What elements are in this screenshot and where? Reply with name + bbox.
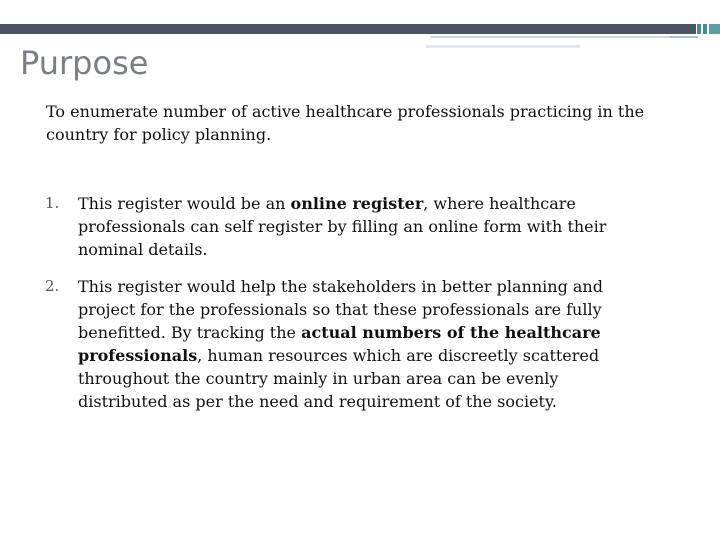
header-bar <box>0 24 696 34</box>
points-list <box>0 192 720 427</box>
list-item-number: 2. <box>45 277 60 295</box>
list-item-text: This register would help the stakeholders in better planning and project for the professionals so that these professionals are fully benefitted. By tracking the <box>78 277 603 342</box>
header-accent-line <box>670 36 698 38</box>
header-accent-stripe <box>709 24 720 34</box>
header-decoration <box>0 0 720 24</box>
list-item-text: , human resources which are discreetly scattered throughout the country mainly in urban area can be evenly distributed as per the need and requirement of the society. <box>78 346 600 411</box>
list-item <box>0 192 720 261</box>
list-item-text: This register would be an <box>78 194 291 213</box>
list-item <box>0 275 720 413</box>
intro-text: To enumerate number of active healthcare professionals practicing in the country for policy planning. <box>46 102 645 144</box>
list-item-emphasis: actual numbers of the healthcare professionals <box>78 323 601 365</box>
header-accent-line <box>426 45 580 48</box>
slide-title: Purpose <box>20 44 149 82</box>
header-accent-stripe <box>697 24 701 34</box>
header-accent-stripe <box>703 24 707 34</box>
list-item-number: 1. <box>45 194 60 212</box>
header-accent-line <box>430 36 670 38</box>
list-item-emphasis: online register <box>290 194 424 213</box>
list-item-text: , where healthcare professionals can self register by filling an online form with their nominal details. <box>78 194 607 259</box>
